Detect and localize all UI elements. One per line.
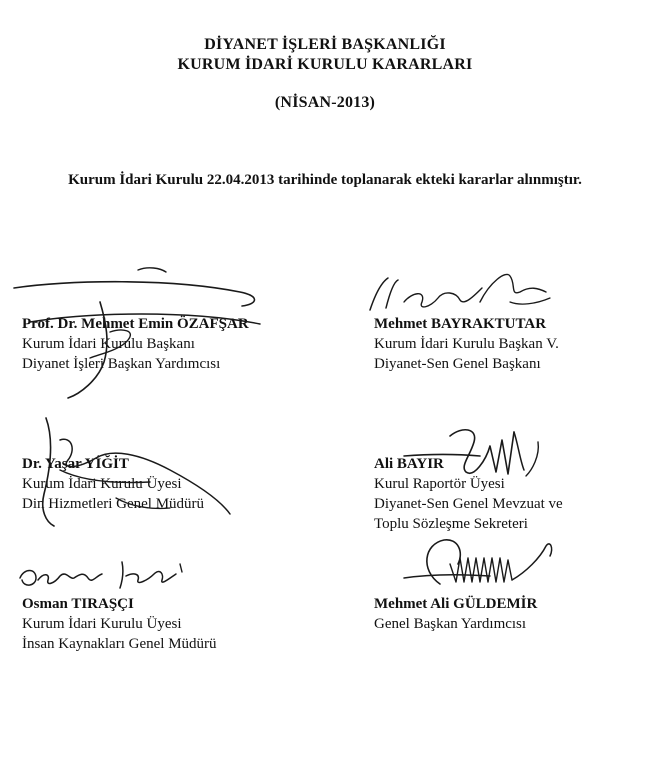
- handwritten-signature-icon: [14, 550, 194, 600]
- intro-statement: Kurum İdari Kurulu 22.04.2013 tarihinde toplanarak ekteki kararlar alınmıştır.: [68, 172, 582, 188]
- signatory-title: Din Hizmetleri Genel Müdürü: [22, 496, 205, 512]
- signatory-title: Diyanet-Sen Genel Başkanı: [374, 356, 541, 372]
- signatory-title: Toplu Sözleşme Sekreteri: [374, 516, 528, 532]
- signatory-title: Kurum İdari Kurulu Üyesi: [22, 476, 182, 492]
- handwritten-signature-icon: [400, 534, 560, 594]
- header-subtitle: KURUM İDARİ KURULU KARARLARI: [177, 56, 473, 73]
- signatory-name: Prof. Dr. Mehmet Emin ÖZAFŞAR: [22, 316, 249, 332]
- signatory-title: Diyanet-Sen Genel Mevzuat ve: [374, 496, 563, 512]
- signatory-title: Diyanet İşleri Başkan Yardımcısı: [22, 356, 221, 372]
- signatory-block: [374, 314, 559, 374]
- signatory-title: Kurum İdari Kurulu Başkanı: [22, 336, 195, 352]
- signatory-title: Kurum İdari Kurulu Başkan V.: [374, 336, 559, 352]
- signatory-name: Osman TIRAŞÇI: [22, 596, 134, 612]
- header-period: (NİSAN-2013): [274, 94, 376, 111]
- signatory-block: [22, 594, 217, 654]
- signatory-block: [374, 454, 563, 534]
- signatory-title: Kurum İdari Kurulu Üyesi: [22, 616, 182, 632]
- signatory-name: Mehmet Ali GÜLDEMİR: [374, 596, 538, 612]
- signatory-title: Kurul Raportör Üyesi: [374, 476, 505, 492]
- signatory-title: İnsan Kaynakları Genel Müdürü: [22, 636, 217, 652]
- signatory-title: Genel Başkan Yardımcısı: [374, 616, 527, 632]
- signatory-name: Ali BAYIR: [374, 456, 444, 472]
- signatory-block: [22, 454, 204, 514]
- signatory-block: [374, 594, 537, 634]
- signatory-name: Dr. Yaşar YİĞİT: [22, 456, 129, 472]
- signatory-block: [22, 314, 249, 374]
- signatory-name: Mehmet BAYRAKTUTAR: [374, 316, 547, 332]
- header-title: DİYANET İŞLERİ BAŞKANLIĞI: [204, 36, 446, 53]
